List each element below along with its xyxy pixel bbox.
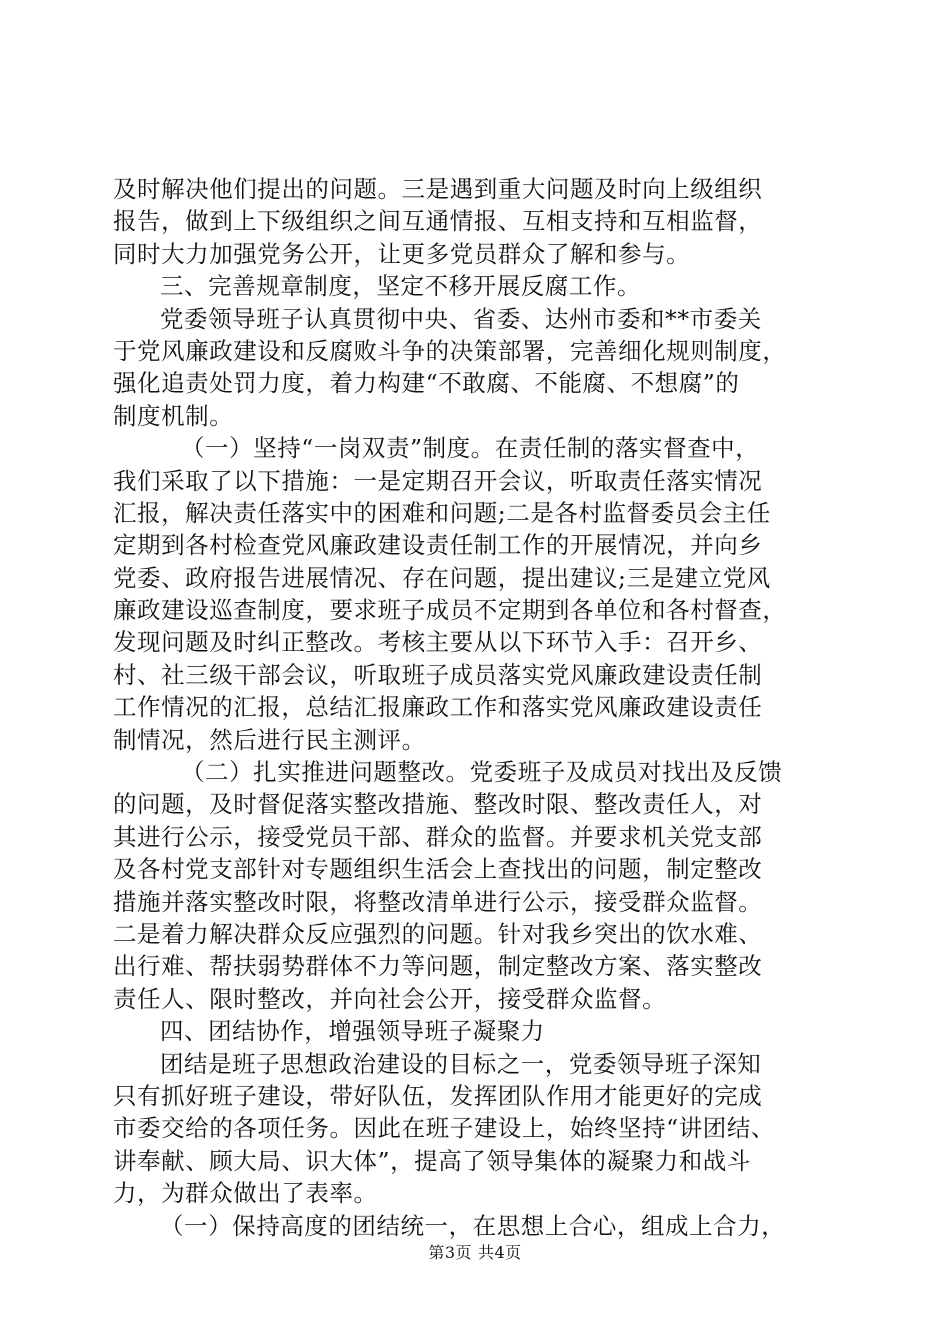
page-total: 共4页	[478, 1243, 522, 1262]
text-line: 党委、政府报告进展情况、存在问题，提出建议;三是建立党风	[113, 563, 771, 592]
text-line: 及时解决他们提出的问题。三是遇到重大问题及时向上级组织	[113, 175, 763, 203]
text-line: 强化追责处罚力度，着力构建“不敢腐、不能腐、不想腐”的	[113, 369, 740, 398]
text-line: 报告，做到上下级组织之间互通情报、互相支持和互相监督，	[113, 207, 763, 236]
text-line: 党委领导班子认真贯彻中央、省委、达州市委和**市委关	[160, 304, 762, 333]
text-line: 三、完善规章制度，坚定不移开展反腐工作。	[160, 272, 641, 301]
document-body	[113, 173, 843, 1242]
text-line: 我们采取了以下措施：一是定期召开会议，听取责任落实情况	[113, 466, 763, 495]
text-line: 四、团结协作，增强领导班子凝聚力	[160, 1017, 545, 1046]
text-line: 廉政建设巡查制度，要求班子成员不定期到各单位和各村督查，	[113, 596, 787, 625]
text-line: 出行难、帮扶弱势群体不力等问题，制定整改方案、落实整改	[113, 952, 763, 981]
text-line: 市委交给的各项任务。因此在班子建设上，始终坚持“讲团结、	[113, 1114, 775, 1143]
text-line: （一）保持高度的团结统一，在思想上合心，组成上合力，	[160, 1211, 786, 1240]
text-line: 制情况，然后进行民主测评。	[113, 725, 426, 754]
text-line: 发现问题及时纠正整改。考核主要从以下环节入手：召开乡、	[113, 628, 763, 657]
text-line: 工作情况的汇报，总结汇报廉政工作和落实党风廉政建设责任	[113, 693, 763, 722]
text-line: 于党风廉政建设和反腐败斗争的决策部署，完善细化规则制度，	[113, 336, 787, 365]
text-line: （一）坚持“一岗双责”制度。在责任制的落实督查中，	[181, 434, 760, 463]
page-footer	[0, 1240, 950, 1263]
text-line: 二是着力解决群众反应强烈的问题。针对我乡突出的饮水难、	[113, 919, 763, 948]
text-line: 措施并落实整改时限，将整改清单进行公示，接受群众监督。	[113, 887, 763, 916]
text-line: （二）扎实推进问题整改。党委班子及成员对找出及反馈	[181, 758, 783, 787]
text-line: 制度机制。	[113, 401, 234, 430]
text-line: 力，为群众做出了表率。	[113, 1179, 378, 1208]
text-line: 责任人、限时整改，并向社会公开，接受群众监督。	[113, 984, 667, 1013]
text-line: 及各村党支部针对专题组织生活会上查找出的问题，制定整改	[113, 855, 763, 884]
text-line: 团结是班子思想政治建设的目标之一，党委领导班子深知	[160, 1049, 762, 1078]
text-line: 同时大力加强党务公开，让更多党员群众了解和参与。	[113, 239, 691, 268]
text-line: 的问题，及时督促落实整改措施、整改时限、整改责任人，对	[113, 790, 763, 819]
text-line: 讲奉献、顾大局、识大体”，提高了领导集体的凝聚力和战斗	[113, 1146, 751, 1175]
text-line: 汇报，解决责任落实中的困难和问题;二是各村监督委员会主任	[113, 498, 771, 527]
text-line: 只有抓好班子建设，带好队伍，发挥团队作用才能更好的完成	[113, 1081, 763, 1110]
text-line: 定期到各村检查党风廉政建设责任制工作的开展情况，并向乡	[113, 531, 763, 560]
text-line: 其进行公示，接受党员干部、群众的监督。并要求机关党支部	[113, 822, 763, 851]
text-line: 村、社三级干部会议，听取班子成员落实党风廉政建设责任制	[113, 660, 763, 689]
page-number: 第3页	[428, 1243, 472, 1262]
